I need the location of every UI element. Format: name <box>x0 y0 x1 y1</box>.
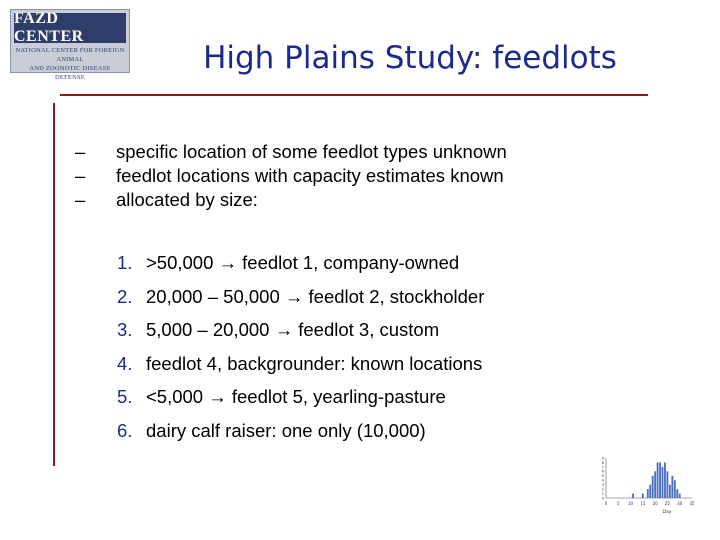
bar <box>671 476 673 498</box>
y-tick-label: 3 <box>601 483 604 488</box>
bar <box>664 462 666 498</box>
item-text: 20,000 – 50,000 → feedlot 2, stockholder <box>146 285 485 307</box>
bar <box>669 485 671 498</box>
logo-subtitle <box>14 46 126 82</box>
item-text: feedlot 4, backgrounder: known locations <box>146 352 483 374</box>
numbered-item <box>117 252 484 286</box>
bar <box>642 494 644 498</box>
item-text: dairy calf raiser: one only (10,000) <box>146 419 426 441</box>
x-axis-label: Day <box>662 510 672 515</box>
bar <box>652 476 654 498</box>
numbered-list <box>117 252 484 453</box>
bar <box>659 462 661 498</box>
y-tick-label: 8 <box>601 460 604 465</box>
bullet-text: specific location of some feedlot types unknown <box>116 141 507 162</box>
bullet-text: feedlot locations with capacity estimates known <box>116 165 504 186</box>
x-tick-label: 20 <box>652 501 658 506</box>
bar <box>654 471 656 498</box>
y-tick-label: 7 <box>601 465 604 470</box>
bullet-marker: – <box>75 165 86 186</box>
x-tick-label: 15 <box>640 501 646 506</box>
bar <box>662 467 664 498</box>
bar <box>657 462 659 498</box>
bullet-item <box>75 164 507 188</box>
bullet-item <box>75 188 507 212</box>
item-text: <5,000 → feedlot 5, yearling-pasture <box>146 386 446 407</box>
bar <box>674 480 676 498</box>
numbered-item <box>117 353 484 387</box>
bullet-marker: – <box>75 141 86 162</box>
bar <box>649 485 651 498</box>
y-tick-label: 9 <box>601 456 604 461</box>
title-divider <box>60 94 648 96</box>
item-number: 3. <box>117 319 133 340</box>
bullet-list <box>75 140 507 212</box>
x-tick-label: 0 <box>604 501 608 506</box>
bullet-marker: – <box>75 189 86 210</box>
item-number: 1. <box>117 252 133 273</box>
x-tick-label: 25 <box>664 501 670 506</box>
fazd-center-logo <box>10 9 130 81</box>
bullet-text: allocated by size: <box>116 189 258 210</box>
slide-title: High Plains Study: feedlots <box>203 40 617 76</box>
bar <box>679 494 681 498</box>
x-tick-label: 5 <box>617 501 620 506</box>
numbered-item <box>117 286 484 320</box>
y-tick-label: 4 <box>601 478 604 483</box>
y-tick-label: 0 <box>601 496 604 501</box>
item-number: 2. <box>117 285 133 307</box>
item-number: 5. <box>117 386 133 407</box>
y-tick-label: 5 <box>601 474 604 479</box>
y-tick-label: 2 <box>601 487 604 492</box>
x-tick-label: 35 <box>689 501 695 506</box>
numbered-item <box>117 319 484 353</box>
y-tick-label: 1 <box>601 491 604 496</box>
y-tick-label: 6 <box>601 469 604 474</box>
logo-name: FAZD CENTER <box>14 13 126 43</box>
mini-bar-chart <box>594 454 700 518</box>
item-number: 4. <box>117 352 133 374</box>
bar <box>632 494 634 498</box>
numbered-item <box>117 420 484 454</box>
bar <box>676 489 678 498</box>
numbered-item <box>117 386 484 420</box>
x-tick-label: 10 <box>628 501 634 506</box>
side-divider <box>53 103 55 466</box>
item-text: >50,000 → feedlot 1, company-owned <box>146 252 460 273</box>
bar <box>647 489 649 498</box>
bullet-item <box>75 140 507 164</box>
item-text: 5,000 – 20,000 → feedlot 3, custom <box>146 319 440 340</box>
x-tick-label: 30 <box>677 501 683 506</box>
bar <box>667 471 669 498</box>
item-number: 6. <box>117 419 133 441</box>
logo-subtitle-line2: AND ZOONOTIC DISEASE DEFENSE <box>29 65 111 81</box>
logo-subtitle-line1: NATIONAL CENTER FOR FOREIGN ANIMAL <box>15 47 125 63</box>
